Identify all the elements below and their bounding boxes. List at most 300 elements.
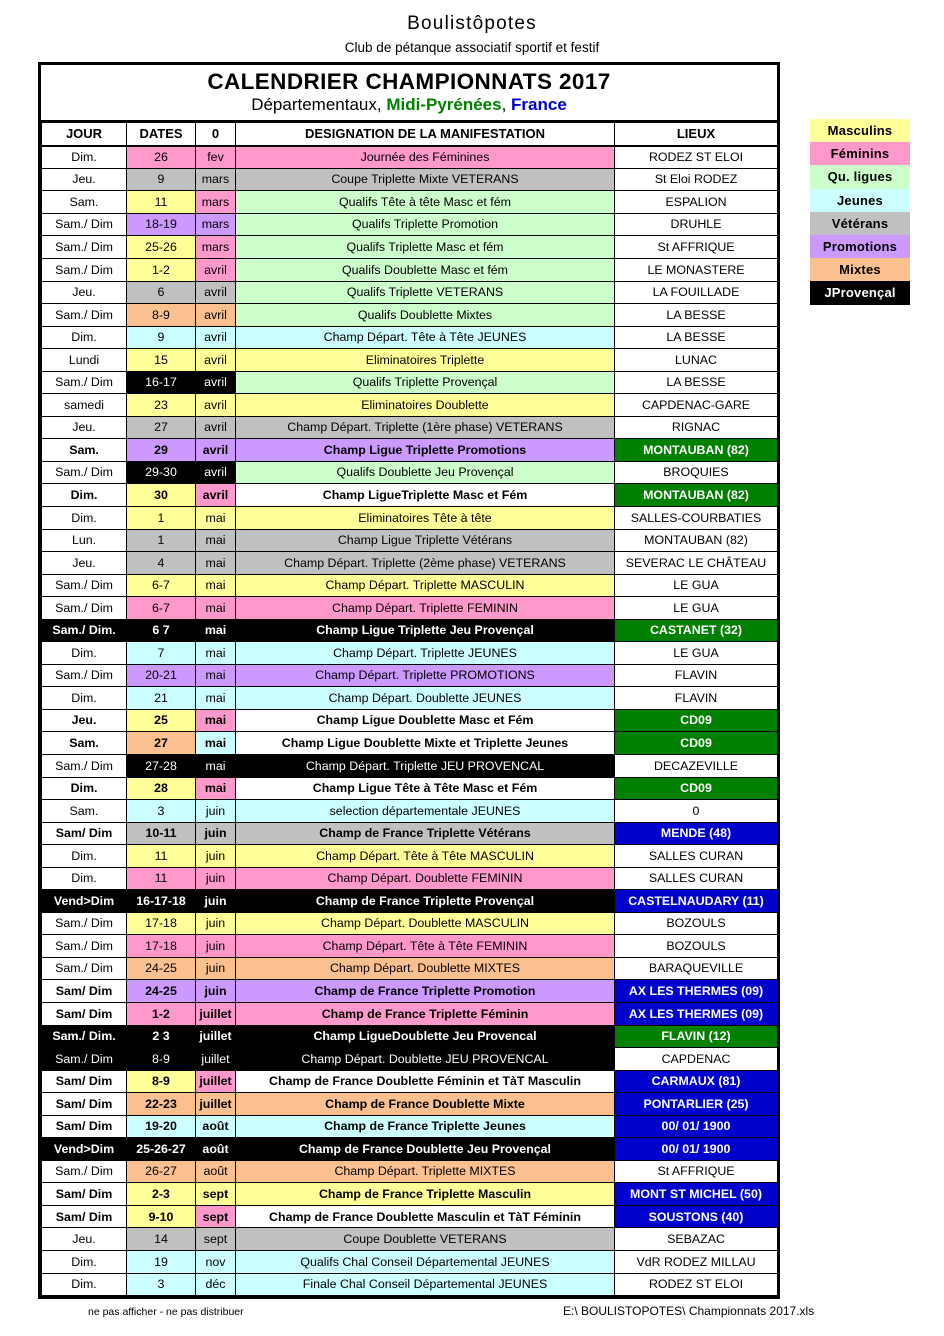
cell-month: juillet bbox=[196, 1093, 236, 1116]
cell-dates: 1-2 bbox=[127, 258, 196, 281]
cell-designation: Champ Départ. Doublette MASCULIN bbox=[236, 912, 615, 935]
cell-dates: 2-3 bbox=[127, 1183, 196, 1206]
table-row bbox=[42, 258, 778, 281]
cell-designation: Eliminatoires Triplette bbox=[236, 349, 615, 372]
table-row bbox=[42, 304, 778, 327]
cell-month: mai bbox=[196, 619, 236, 642]
cell-dates: 6-7 bbox=[127, 574, 196, 597]
cell-month: nov bbox=[196, 1251, 236, 1274]
legend-item-jproven-al: JProvençal bbox=[810, 281, 910, 304]
cell-designation: Champ Départ. Doublette FEMININ bbox=[236, 867, 615, 890]
cell-jour: Lundi bbox=[42, 349, 127, 372]
cell-dates: 8-9 bbox=[127, 304, 196, 327]
cell-jour: Jeu. bbox=[42, 552, 127, 575]
cell-lieux: BROQUIES bbox=[615, 461, 778, 484]
championship-calendar-table bbox=[41, 122, 778, 1296]
table-row bbox=[42, 845, 778, 868]
cell-month: mai bbox=[196, 642, 236, 665]
table-row bbox=[42, 1251, 778, 1274]
table-row bbox=[42, 664, 778, 687]
cell-lieux: FLAVIN bbox=[615, 687, 778, 710]
cell-lieux: CASTELNAUDARY (11) bbox=[615, 890, 778, 913]
cell-dates: 6 bbox=[127, 281, 196, 304]
cell-month: mars bbox=[196, 213, 236, 236]
cell-lieux: CARMAUX (81) bbox=[615, 1070, 778, 1093]
cell-month: mai bbox=[196, 597, 236, 620]
table-row bbox=[42, 416, 778, 439]
table-row bbox=[42, 1160, 778, 1183]
table-row bbox=[42, 957, 778, 980]
cell-jour: Sam./ Dim bbox=[42, 371, 127, 394]
cell-lieux: MONTAUBAN (82) bbox=[615, 529, 778, 552]
cell-dates: 24-25 bbox=[127, 980, 196, 1003]
calendar-title-block bbox=[41, 65, 777, 122]
cell-jour: Dim. bbox=[42, 506, 127, 529]
cell-designation: Qualifs Chal Conseil Départemental JEUNES bbox=[236, 1251, 615, 1274]
cell-jour: Jeu. bbox=[42, 281, 127, 304]
cell-dates: 15 bbox=[127, 349, 196, 372]
cell-jour: Sam. bbox=[42, 732, 127, 755]
cell-jour: Dim. bbox=[42, 777, 127, 800]
cell-month: juin bbox=[196, 845, 236, 868]
cell-month: avril bbox=[196, 439, 236, 462]
table-row bbox=[42, 439, 778, 462]
column-header-designation: DESIGNATION DE LA MANIFESTATION bbox=[236, 123, 615, 146]
table-row bbox=[42, 506, 778, 529]
calendar-frame bbox=[38, 62, 780, 1299]
cell-designation: Champ de France Doublette Masculin et TàT Féminin bbox=[236, 1205, 615, 1228]
calendar-body bbox=[42, 146, 778, 1296]
cell-designation: Champ Départ. Tête à Tête FEMININ bbox=[236, 935, 615, 958]
column-header-month: 0 bbox=[196, 123, 236, 146]
table-row bbox=[42, 867, 778, 890]
cell-designation: Qualifs Triplette Promotion bbox=[236, 213, 615, 236]
table-header-row bbox=[42, 123, 778, 146]
cell-lieux: MONTAUBAN (82) bbox=[615, 439, 778, 462]
subtitle-departmental: Départementaux, bbox=[251, 95, 387, 115]
cell-lieux: LA BESSE bbox=[615, 304, 778, 327]
table-row bbox=[42, 484, 778, 507]
cell-designation: Champ Départ. Triplette JEU PROVENCAL bbox=[236, 755, 615, 778]
cell-lieux: PONTARLIER (25) bbox=[615, 1093, 778, 1116]
cell-designation: Qualifs Triplette Masc et fém bbox=[236, 236, 615, 259]
cell-jour: Sam./ Dim bbox=[42, 236, 127, 259]
cell-jour: Sam./ Dim bbox=[42, 1048, 127, 1071]
table-row bbox=[42, 935, 778, 958]
table-row bbox=[42, 213, 778, 236]
cell-month: sept bbox=[196, 1228, 236, 1251]
cell-jour: Sam. bbox=[42, 800, 127, 823]
cell-month: juillet bbox=[196, 1003, 236, 1026]
table-row bbox=[42, 755, 778, 778]
table-row bbox=[42, 597, 778, 620]
cell-month: sept bbox=[196, 1183, 236, 1206]
cell-jour: Vend>Dim bbox=[42, 890, 127, 913]
cell-month: avril bbox=[196, 484, 236, 507]
cell-dates: 8-9 bbox=[127, 1048, 196, 1071]
cell-designation: Champ Départ. Triplette PROMOTIONS bbox=[236, 664, 615, 687]
cell-dates: 25-26-27 bbox=[127, 1138, 196, 1161]
cell-dates: 9 bbox=[127, 326, 196, 349]
table-row bbox=[42, 236, 778, 259]
cell-month: mai bbox=[196, 709, 236, 732]
table-row bbox=[42, 642, 778, 665]
cell-dates: 17-18 bbox=[127, 912, 196, 935]
table-row bbox=[42, 1003, 778, 1026]
cell-dates: 18-19 bbox=[127, 213, 196, 236]
cell-jour: Dim. bbox=[42, 642, 127, 665]
table-row bbox=[42, 1048, 778, 1071]
cell-designation: Champ de France Doublette Jeu Provençal bbox=[236, 1138, 615, 1161]
table-row bbox=[42, 1070, 778, 1093]
cell-lieux: RODEZ ST ELOI bbox=[615, 1273, 778, 1296]
cell-jour: Dim. bbox=[42, 484, 127, 507]
cell-jour: Sam./ Dim. bbox=[42, 619, 127, 642]
cell-dates: 8-9 bbox=[127, 1070, 196, 1093]
cell-jour: Sam/ Dim bbox=[42, 980, 127, 1003]
cell-month: juin bbox=[196, 890, 236, 913]
cell-month: mars bbox=[196, 236, 236, 259]
cell-month: août bbox=[196, 1160, 236, 1183]
cell-jour: Sam./ Dim bbox=[42, 258, 127, 281]
subtitle-country: France bbox=[511, 95, 567, 115]
cell-month: avril bbox=[196, 281, 236, 304]
cell-month: mai bbox=[196, 506, 236, 529]
cell-lieux: BOZOULS bbox=[615, 912, 778, 935]
cell-dates: 29-30 bbox=[127, 461, 196, 484]
cell-dates: 19 bbox=[127, 1251, 196, 1274]
cell-dates: 1 bbox=[127, 506, 196, 529]
cell-lieux: 0 bbox=[615, 800, 778, 823]
table-row bbox=[42, 146, 778, 169]
cell-month: avril bbox=[196, 394, 236, 417]
table-row bbox=[42, 168, 778, 191]
cell-dates: 27 bbox=[127, 732, 196, 755]
table-row bbox=[42, 1115, 778, 1138]
cell-lieux: FLAVIN (12) bbox=[615, 1025, 778, 1048]
subtitle-region: Midi-Pyrénées bbox=[386, 95, 502, 115]
cell-month: juin bbox=[196, 800, 236, 823]
cell-dates: 11 bbox=[127, 191, 196, 214]
cell-dates: 4 bbox=[127, 552, 196, 575]
cell-jour: Sam./ Dim bbox=[42, 912, 127, 935]
cell-designation: selection départementale JEUNES bbox=[236, 800, 615, 823]
table-row bbox=[42, 800, 778, 823]
cell-jour: Sam/ Dim bbox=[42, 1093, 127, 1116]
column-header-dates: DATES bbox=[127, 123, 196, 146]
cell-designation: Champ de France Doublette Féminin et TàT Masculin bbox=[236, 1070, 615, 1093]
cell-designation: Champ Ligue Triplette Jeu Provençal bbox=[236, 619, 615, 642]
cell-designation: Champ Départ. Triplette FEMININ bbox=[236, 597, 615, 620]
cell-lieux: CD09 bbox=[615, 732, 778, 755]
cell-dates: 10-11 bbox=[127, 822, 196, 845]
cell-dates: 26 bbox=[127, 146, 196, 169]
cell-lieux: CD09 bbox=[615, 777, 778, 800]
cell-designation: Qualifs Tête à tête Masc et fém bbox=[236, 191, 615, 214]
table-row bbox=[42, 394, 778, 417]
cell-month: juin bbox=[196, 822, 236, 845]
cell-month: avril bbox=[196, 349, 236, 372]
cell-dates: 25-26 bbox=[127, 236, 196, 259]
table-row bbox=[42, 371, 778, 394]
cell-lieux: SOUSTONS (40) bbox=[615, 1205, 778, 1228]
cell-designation: Journée des Féminines bbox=[236, 146, 615, 169]
cell-lieux: SEVERAC LE CHÂTEAU bbox=[615, 552, 778, 575]
table-row bbox=[42, 732, 778, 755]
cell-dates: 17-18 bbox=[127, 935, 196, 958]
footer-filepath: E:\ BOULISTOPOTES\ Championnats 2017.xls bbox=[563, 1304, 815, 1318]
cell-designation: Champ Départ. Tête à Tête MASCULIN bbox=[236, 845, 615, 868]
cell-designation: Champ de France Triplette Masculin bbox=[236, 1183, 615, 1206]
cell-lieux: RODEZ ST ELOI bbox=[615, 146, 778, 169]
legend-item-jeunes: Jeunes bbox=[810, 189, 910, 212]
legend-item-promotions: Promotions bbox=[810, 235, 910, 258]
cell-dates: 19-20 bbox=[127, 1115, 196, 1138]
cell-lieux: CAPDENAC-GARE bbox=[615, 394, 778, 417]
calendar-subtitle bbox=[41, 95, 777, 115]
table-row bbox=[42, 552, 778, 575]
legend-item-mixtes: Mixtes bbox=[810, 258, 910, 281]
cell-month: mai bbox=[196, 529, 236, 552]
table-row bbox=[42, 822, 778, 845]
cell-dates: 29 bbox=[127, 439, 196, 462]
cell-dates: 6 7 bbox=[127, 619, 196, 642]
masthead bbox=[0, 0, 944, 55]
table-row bbox=[42, 1138, 778, 1161]
footer-notice: ne pas afficher - ne pas distribuer bbox=[88, 1306, 244, 1318]
cell-month: mai bbox=[196, 574, 236, 597]
cell-month: juillet bbox=[196, 1025, 236, 1048]
table-row bbox=[42, 349, 778, 372]
cell-dates: 6-7 bbox=[127, 597, 196, 620]
legend-item-f-minins: Féminins bbox=[810, 142, 910, 165]
table-row bbox=[42, 1025, 778, 1048]
cell-month: mars bbox=[196, 191, 236, 214]
cell-month: sept bbox=[196, 1205, 236, 1228]
cell-jour: Sam. bbox=[42, 439, 127, 462]
club-name: Boulistôpotes bbox=[407, 13, 537, 34]
cell-designation: Champ Ligue Tête à Tête Masc et Fém bbox=[236, 777, 615, 800]
cell-designation: Champ de France Triplette Vétérans bbox=[236, 822, 615, 845]
cell-designation: Champ de France Doublette Mixte bbox=[236, 1093, 615, 1116]
cell-dates: 27-28 bbox=[127, 755, 196, 778]
cell-month: mai bbox=[196, 777, 236, 800]
cell-lieux: St Eloi RODEZ bbox=[615, 168, 778, 191]
cell-designation: Qualifs Doublette Masc et fém bbox=[236, 258, 615, 281]
cell-jour: Sam/ Dim bbox=[42, 1183, 127, 1206]
cell-lieux: St AFFRIQUE bbox=[615, 1160, 778, 1183]
table-row bbox=[42, 890, 778, 913]
cell-designation: Champ de France Triplette Jeunes bbox=[236, 1115, 615, 1138]
cell-jour: Sam/ Dim bbox=[42, 1115, 127, 1138]
cell-lieux: SEBAZAC bbox=[615, 1228, 778, 1251]
cell-dates: 3 bbox=[127, 800, 196, 823]
cell-month: déc bbox=[196, 1273, 236, 1296]
table-row bbox=[42, 1093, 778, 1116]
cell-dates: 30 bbox=[127, 484, 196, 507]
cell-jour: Sam./ Dim bbox=[42, 574, 127, 597]
column-header-jour: JOUR bbox=[42, 123, 127, 146]
cell-month: avril bbox=[196, 304, 236, 327]
cell-month: avril bbox=[196, 416, 236, 439]
cell-month: août bbox=[196, 1115, 236, 1138]
cell-jour: Jeu. bbox=[42, 709, 127, 732]
category-legend bbox=[810, 119, 910, 305]
cell-month: avril bbox=[196, 371, 236, 394]
cell-dates: 28 bbox=[127, 777, 196, 800]
cell-lieux: LUNAC bbox=[615, 349, 778, 372]
cell-jour: samedi bbox=[42, 394, 127, 417]
cell-lieux: BOZOULS bbox=[615, 935, 778, 958]
cell-lieux: FLAVIN bbox=[615, 664, 778, 687]
cell-month: juin bbox=[196, 935, 236, 958]
cell-designation: Champ Départ. Doublette MIXTES bbox=[236, 957, 615, 980]
cell-month: fev bbox=[196, 146, 236, 169]
cell-jour: Dim. bbox=[42, 867, 127, 890]
cell-month: juin bbox=[196, 912, 236, 935]
cell-lieux: LE GUA bbox=[615, 642, 778, 665]
cell-designation: Champ de France Triplette Promotion bbox=[236, 980, 615, 1003]
cell-dates: 25 bbox=[127, 709, 196, 732]
cell-jour: Sam/ Dim bbox=[42, 1003, 127, 1026]
subtitle-separator: , bbox=[501, 95, 512, 115]
cell-month: juillet bbox=[196, 1048, 236, 1071]
cell-jour: Dim. bbox=[42, 1251, 127, 1274]
cell-jour: Sam/ Dim bbox=[42, 1070, 127, 1093]
table-row bbox=[42, 1205, 778, 1228]
cell-month: avril bbox=[196, 326, 236, 349]
cell-dates: 9-10 bbox=[127, 1205, 196, 1228]
page-title: CALENDRIER CHAMPIONNATS 2017 bbox=[207, 69, 611, 94]
cell-month: mars bbox=[196, 168, 236, 191]
cell-jour: Sam./ Dim bbox=[42, 304, 127, 327]
cell-jour: Sam./ Dim bbox=[42, 461, 127, 484]
cell-jour: Dim. bbox=[42, 845, 127, 868]
cell-designation: Eliminatoires Tête à tête bbox=[236, 506, 615, 529]
cell-month: mai bbox=[196, 755, 236, 778]
cell-jour: Dim. bbox=[42, 1273, 127, 1296]
cell-lieux: RIGNAC bbox=[615, 416, 778, 439]
cell-designation: Champ Ligue Triplette Promotions bbox=[236, 439, 615, 462]
cell-lieux: LA BESSE bbox=[615, 326, 778, 349]
cell-designation: Champ de France Triplette Provençal bbox=[236, 890, 615, 913]
cell-lieux: LE GUA bbox=[615, 597, 778, 620]
cell-jour: Sam./ Dim bbox=[42, 213, 127, 236]
cell-lieux: St AFFRIQUE bbox=[615, 236, 778, 259]
cell-jour: Sam/ Dim bbox=[42, 1205, 127, 1228]
cell-lieux: MONT ST MICHEL (50) bbox=[615, 1183, 778, 1206]
cell-designation: Champ LigueTriplette Masc et Fém bbox=[236, 484, 615, 507]
cell-designation: Qualifs Triplette Provençal bbox=[236, 371, 615, 394]
legend-item-v-t-rans: Vétérans bbox=[810, 212, 910, 235]
cell-lieux: DECAZEVILLE bbox=[615, 755, 778, 778]
cell-lieux: AX LES THERMES (09) bbox=[615, 1003, 778, 1026]
table-row bbox=[42, 980, 778, 1003]
cell-lieux: LA FOUILLADE bbox=[615, 281, 778, 304]
cell-designation: Qualifs Triplette VETERANS bbox=[236, 281, 615, 304]
cell-jour: Dim. bbox=[42, 687, 127, 710]
cell-jour: Sam./ Dim bbox=[42, 664, 127, 687]
cell-jour: Jeu. bbox=[42, 168, 127, 191]
column-header-lieux: LIEUX bbox=[615, 123, 778, 146]
table-row bbox=[42, 1228, 778, 1251]
cell-designation: Champ Départ. Doublette JEU PROVENCAL bbox=[236, 1048, 615, 1071]
cell-designation: Champ Ligue Doublette Mixte et Triplette Jeunes bbox=[236, 732, 615, 755]
cell-jour: Sam./ Dim bbox=[42, 755, 127, 778]
cell-dates: 23 bbox=[127, 394, 196, 417]
table-row bbox=[42, 709, 778, 732]
cell-designation: Champ Départ. Tête à Tête JEUNES bbox=[236, 326, 615, 349]
cell-jour: Sam./ Dim bbox=[42, 957, 127, 980]
cell-lieux: AX LES THERMES (09) bbox=[615, 980, 778, 1003]
cell-lieux: CASTANET (32) bbox=[615, 619, 778, 642]
cell-dates: 11 bbox=[127, 867, 196, 890]
cell-designation: Champ Départ. Triplette (1ère phase) VETERANS bbox=[236, 416, 615, 439]
cell-designation: Champ Ligue Triplette Vétérans bbox=[236, 529, 615, 552]
cell-jour: Vend>Dim bbox=[42, 1138, 127, 1161]
table-row bbox=[42, 574, 778, 597]
cell-lieux: CAPDENAC bbox=[615, 1048, 778, 1071]
cell-dates: 1-2 bbox=[127, 1003, 196, 1026]
table-row bbox=[42, 529, 778, 552]
cell-lieux: DRUHLE bbox=[615, 213, 778, 236]
cell-designation: Eliminatoires Doublette bbox=[236, 394, 615, 417]
cell-lieux: 00/ 01/ 1900 bbox=[615, 1115, 778, 1138]
table-row bbox=[42, 1183, 778, 1206]
cell-jour: Jeu. bbox=[42, 416, 127, 439]
cell-designation: Qualifs Doublette Jeu Provençal bbox=[236, 461, 615, 484]
cell-designation: Coupe Triplette Mixte VETERANS bbox=[236, 168, 615, 191]
cell-jour: Dim. bbox=[42, 146, 127, 169]
cell-month: mai bbox=[196, 687, 236, 710]
cell-lieux: ESPALION bbox=[615, 191, 778, 214]
cell-designation: Coupe Doublette VETERANS bbox=[236, 1228, 615, 1251]
cell-dates: 20-21 bbox=[127, 664, 196, 687]
table-row bbox=[42, 461, 778, 484]
cell-month: avril bbox=[196, 461, 236, 484]
cell-dates: 9 bbox=[127, 168, 196, 191]
cell-month: mai bbox=[196, 552, 236, 575]
cell-designation: Champ Départ. Triplette MASCULIN bbox=[236, 574, 615, 597]
cell-jour: Sam./ Dim bbox=[42, 935, 127, 958]
cell-lieux: LE GUA bbox=[615, 574, 778, 597]
cell-jour: Sam./ Dim. bbox=[42, 1025, 127, 1048]
cell-lieux: MENDE (48) bbox=[615, 822, 778, 845]
cell-dates: 2 3 bbox=[127, 1025, 196, 1048]
cell-dates: 7 bbox=[127, 642, 196, 665]
cell-lieux: MONTAUBAN (82) bbox=[615, 484, 778, 507]
cell-lieux: BARAQUEVILLE bbox=[615, 957, 778, 980]
cell-jour: Jeu. bbox=[42, 1228, 127, 1251]
cell-jour: Sam. bbox=[42, 191, 127, 214]
cell-designation: Qualifs Doublette Mixtes bbox=[236, 304, 615, 327]
table-row bbox=[42, 777, 778, 800]
cell-designation: Champ Départ. Doublette JEUNES bbox=[236, 687, 615, 710]
cell-lieux: CD09 bbox=[615, 709, 778, 732]
cell-designation: Champ LigueDoublette Jeu Provencal bbox=[236, 1025, 615, 1048]
cell-dates: 16-17 bbox=[127, 371, 196, 394]
cell-lieux: LA BESSE bbox=[615, 371, 778, 394]
cell-month: juin bbox=[196, 957, 236, 980]
cell-month: avril bbox=[196, 258, 236, 281]
cell-jour: Lun. bbox=[42, 529, 127, 552]
cell-month: août bbox=[196, 1138, 236, 1161]
cell-dates: 11 bbox=[127, 845, 196, 868]
cell-jour: Sam./ Dim bbox=[42, 597, 127, 620]
cell-month: mai bbox=[196, 664, 236, 687]
cell-dates: 24-25 bbox=[127, 957, 196, 980]
table-row bbox=[42, 326, 778, 349]
